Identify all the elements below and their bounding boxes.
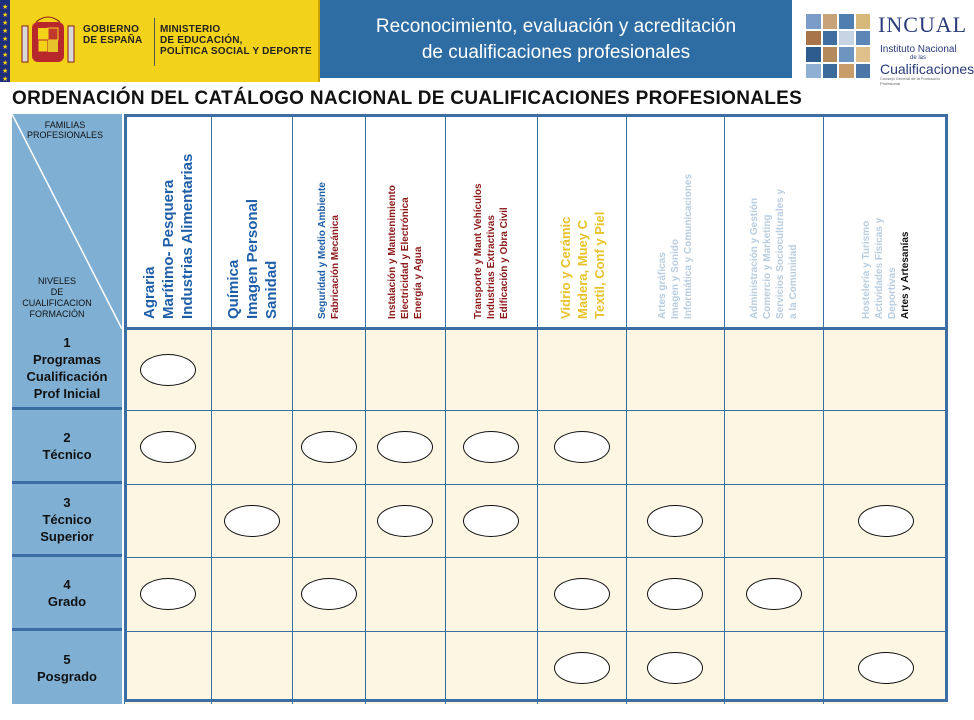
family-name: Sanidad: [262, 260, 280, 319]
niveles-line-4: FORMACIÓN: [29, 309, 85, 319]
level-label: [48, 576, 86, 610]
catalog-table: [8, 110, 952, 704]
star-icon: ★: [2, 12, 9, 19]
page-title: ORDENACIÓN DEL CATÁLOGO NACIONAL DE CUALIFICACIONES PROFESIONALES: [12, 88, 803, 109]
level-label-line: Cualificación: [26, 369, 108, 384]
level-label-line: 1: [63, 335, 71, 350]
niveles-line-2: DE: [50, 287, 64, 297]
star-icon: ★: [2, 76, 9, 83]
level-label-line: Grado: [47, 593, 87, 609]
niveles-line-3: CUALIFICACION: [22, 298, 92, 308]
niveles-label: [14, 276, 100, 320]
grid-border: [124, 114, 948, 702]
family-name: Servicios Socioculturales y: [775, 188, 786, 319]
mosaic-icon: [806, 14, 870, 78]
ministry-line-3: POLÍTICA SOCIAL Y DEPORTE: [160, 46, 312, 57]
level-label-line: 3: [63, 494, 71, 510]
ministry-name: [160, 24, 312, 57]
logo-divider: [154, 18, 155, 66]
star-icon: ★: [2, 44, 9, 51]
family-name: Agraria: [140, 266, 158, 319]
star-icon: ★: [2, 68, 9, 75]
family-name: Transporte y Mant Vehículos: [473, 183, 484, 319]
level-3: [12, 484, 122, 557]
banner-line-1: Reconocimiento, evaluación y acreditación: [375, 16, 737, 37]
gov-line-1: GOBIERNO: [83, 24, 140, 35]
family-name: Fabricación Mecánica: [330, 215, 341, 319]
level-label: [40, 494, 93, 545]
incual-sub-line-1: Instituto Nacional: [880, 44, 957, 55]
family-name: Química: [224, 259, 242, 319]
banner-line-2: de cualificaciones profesionales: [421, 42, 691, 63]
family-name: Artes gráficas: [657, 252, 668, 319]
level-5: [12, 631, 122, 704]
level-label-line: Superior: [40, 528, 94, 544]
level-label: [42, 429, 91, 463]
family-name: Energía y Agua: [413, 246, 424, 319]
level-1: [12, 329, 122, 410]
gov-line-2: DE ESPAÑA: [83, 35, 143, 46]
family-name: a la Comunidad: [788, 244, 799, 319]
level-label: [37, 651, 97, 685]
level-2: [12, 410, 122, 484]
family-name: Imagen Personal: [243, 198, 261, 319]
family-name: Industrias Extractivas: [486, 215, 497, 319]
family-name: Seguridad y Medio Ambiente: [317, 182, 328, 319]
star-icon: ★: [2, 52, 9, 59]
family-name: Marítimo- Pesquera: [159, 179, 177, 319]
star-icon: ★: [2, 20, 9, 27]
incual-subtitle: [880, 44, 974, 76]
family-name: Artes y Artesanías: [900, 231, 911, 319]
government-name: [83, 24, 142, 46]
level-4: [12, 557, 122, 631]
header-banner: [320, 0, 792, 78]
star-icon: ★: [2, 36, 9, 43]
incual-sub-line-3: Cualificaciones: [880, 61, 974, 77]
family-name: Industrias Alimentarias: [178, 153, 196, 319]
family-name: Imagen y Sonido: [670, 238, 681, 319]
level-label-line: Programas: [33, 352, 101, 367]
level-label-line: 4: [63, 576, 71, 592]
niveles-line-1: NIVELES: [37, 276, 77, 286]
family-name: Vidrio y Cerámic: [557, 216, 573, 319]
incual-sub-line-2: de las: [910, 55, 927, 61]
ministry-line-1: MINISTERIO: [160, 24, 221, 35]
family-name: Deportivas: [887, 267, 898, 319]
ministry-line-2: DE EDUCACIÓN,: [160, 35, 243, 46]
level-label-line: Posgrado: [37, 668, 97, 684]
incual-tagline: Consejo General de la Formación Profesional: [880, 76, 940, 86]
familias-label: [27, 120, 103, 140]
family-name: Administración y Gestión: [749, 197, 760, 319]
levels-column: [12, 329, 122, 704]
star-icon: ★: [2, 4, 9, 11]
level-label-line: Prof Inicial: [33, 386, 101, 401]
family-name: Comercio y Marketing: [762, 214, 773, 319]
level-label-line: Técnico: [42, 511, 92, 527]
family-name: Informática y Comunicaciones: [683, 173, 694, 319]
family-name: Madera, Muey C: [574, 220, 590, 319]
level-label-line: 5: [63, 651, 71, 667]
familias-line-2: PROFESIONALES: [27, 130, 104, 140]
familias-line-1: FAMILIAS: [44, 120, 86, 130]
incual-name: INCUAL: [878, 12, 968, 37]
coat-of-arms-icon: [18, 12, 78, 72]
eu-flag-strip: [0, 0, 10, 82]
level-label-line: 2: [63, 429, 71, 445]
table-corner: [12, 114, 122, 329]
incual-logo: [800, 0, 974, 86]
family-name: Hostelería y Turismo: [861, 220, 872, 319]
government-logo: [0, 0, 320, 82]
star-icon: ★: [2, 60, 9, 67]
family-name: Instalación y Mantenimiento: [387, 185, 398, 319]
star-icon: ★: [2, 28, 9, 35]
family-name: Electricidad y Electrónica: [400, 197, 411, 319]
level-label-line: Técnico: [42, 446, 92, 462]
family-name: Edificación y Obra Civil: [499, 207, 510, 319]
family-name: Textil, Conf y Piel: [591, 211, 607, 319]
level-label: [27, 334, 108, 402]
family-name: Actividades Físicas y: [874, 217, 885, 319]
